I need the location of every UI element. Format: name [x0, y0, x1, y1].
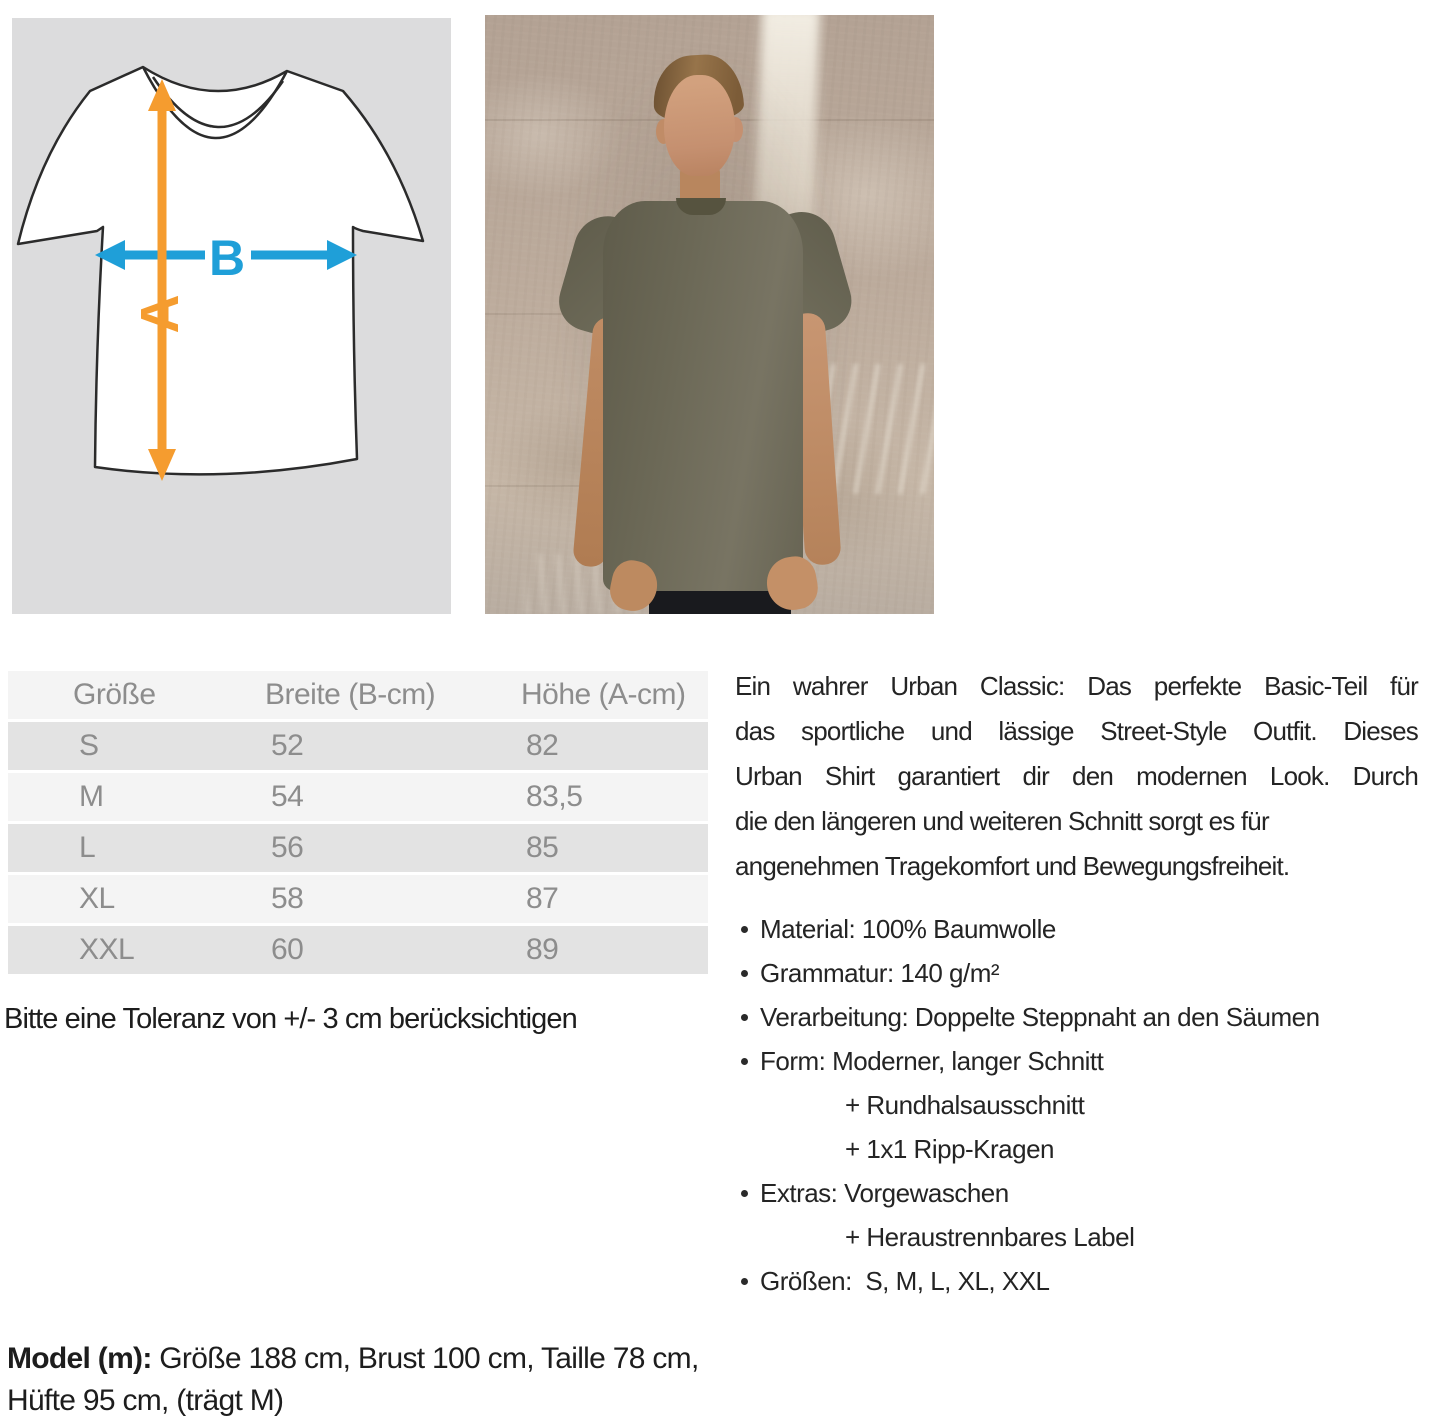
- table-cell: 60: [271, 933, 304, 966]
- table-cell: S: [79, 729, 99, 762]
- table-cell: L: [79, 831, 96, 864]
- table-cell: 56: [271, 831, 304, 864]
- table-cell: XL: [79, 882, 115, 915]
- model-note-rest: Größe 188 cm, Brust 100 cm, Taille 78 cm,: [151, 1342, 699, 1375]
- table-row: [8, 824, 708, 872]
- feature-text: Größen: S, M, L, XL, XXL: [760, 1266, 1050, 1296]
- tshirt-measurement-diagram: [12, 18, 451, 614]
- feature-continuation: [735, 1083, 1418, 1127]
- table-cell: 82: [526, 729, 559, 762]
- feature-continuation: [735, 1215, 1418, 1259]
- feature-text: Verarbeitung: Doppelte Steppnaht an den Säumen: [760, 1002, 1320, 1032]
- size-diagram-panel: [12, 18, 451, 614]
- model-note-line1: [7, 1338, 699, 1380]
- size-table-header: [8, 671, 708, 719]
- feature-item: [735, 1259, 1418, 1303]
- feature-item: [735, 1039, 1418, 1083]
- table-row: [8, 875, 708, 923]
- feature-text: Form: Moderner, langer Schnitt: [760, 1046, 1104, 1076]
- feature-list: [735, 907, 1418, 1303]
- table-cell: 58: [271, 882, 304, 915]
- bullet-icon: [741, 926, 748, 933]
- product-description: [735, 664, 1418, 889]
- description-line: Urban Shirt garantiert dir den modernen Look. Durch: [735, 761, 1418, 791]
- product-info-column: [735, 664, 1418, 1303]
- model-measurements-note: [7, 1338, 699, 1422]
- feature-text: + Rundhalsausschnitt: [845, 1090, 1085, 1120]
- table-cell: 83,5: [526, 780, 583, 813]
- description-line: das sportliche und lässige Street-Style Outfit. Dieses: [735, 716, 1418, 746]
- tolerance-note: Bitte eine Toleranz von +/- 3 cm berücksichtigen: [4, 1003, 577, 1035]
- table-row: [8, 773, 708, 821]
- table-cell: 89: [526, 933, 559, 966]
- table-cell: 52: [271, 729, 304, 762]
- table-row: [8, 926, 708, 974]
- bullet-icon: [741, 1058, 748, 1065]
- model-note-prefix: Model (m):: [7, 1342, 152, 1375]
- feature-item: [735, 1171, 1418, 1215]
- model-face: [664, 75, 735, 176]
- description-line: angenehmen Tragekomfort und Bewegungsfreiheit.: [735, 851, 1290, 881]
- table-cell: M: [79, 780, 104, 813]
- label-b: B: [208, 230, 246, 286]
- label-a: A: [130, 294, 190, 334]
- size-table-rows: [8, 722, 708, 974]
- column-header-breite: Breite (B-cm): [265, 678, 436, 711]
- column-header-groesse: Größe: [73, 678, 156, 711]
- model-note-line2: Hüfte 95 cm, (trägt M): [7, 1384, 284, 1417]
- size-table: [8, 671, 708, 977]
- feature-text: + 1x1 Ripp-Kragen: [845, 1134, 1055, 1164]
- feature-text: + Heraustrennbares Label: [845, 1222, 1135, 1252]
- olive-tshirt: [603, 201, 803, 591]
- bullet-icon: [741, 970, 748, 977]
- description-line: die den längeren und weiteren Schnitt sorgt es für: [735, 806, 1269, 836]
- feature-text: Grammatur: 140 g/m²: [760, 958, 1000, 988]
- feature-item: [735, 951, 1418, 995]
- bullet-icon: [741, 1190, 748, 1197]
- feature-item: [735, 995, 1418, 1039]
- description-line: Ein wahrer Urban Classic: Das perfekte Basic-Teil für: [735, 671, 1418, 701]
- feature-text: Extras: Vorgewaschen: [760, 1178, 1009, 1208]
- column-header-hoehe: Höhe (A-cm): [521, 678, 686, 711]
- table-row: [8, 722, 708, 770]
- table-cell: 54: [271, 780, 304, 813]
- bullet-icon: [741, 1278, 748, 1285]
- table-cell: XXL: [79, 933, 135, 966]
- feature-item: [735, 907, 1418, 951]
- model-photo: [485, 15, 934, 614]
- table-cell: 87: [526, 882, 559, 915]
- table-cell: 85: [526, 831, 559, 864]
- feature-text: Material: 100% Baumwolle: [760, 914, 1056, 944]
- bullet-icon: [741, 1014, 748, 1021]
- feature-continuation: [735, 1127, 1418, 1171]
